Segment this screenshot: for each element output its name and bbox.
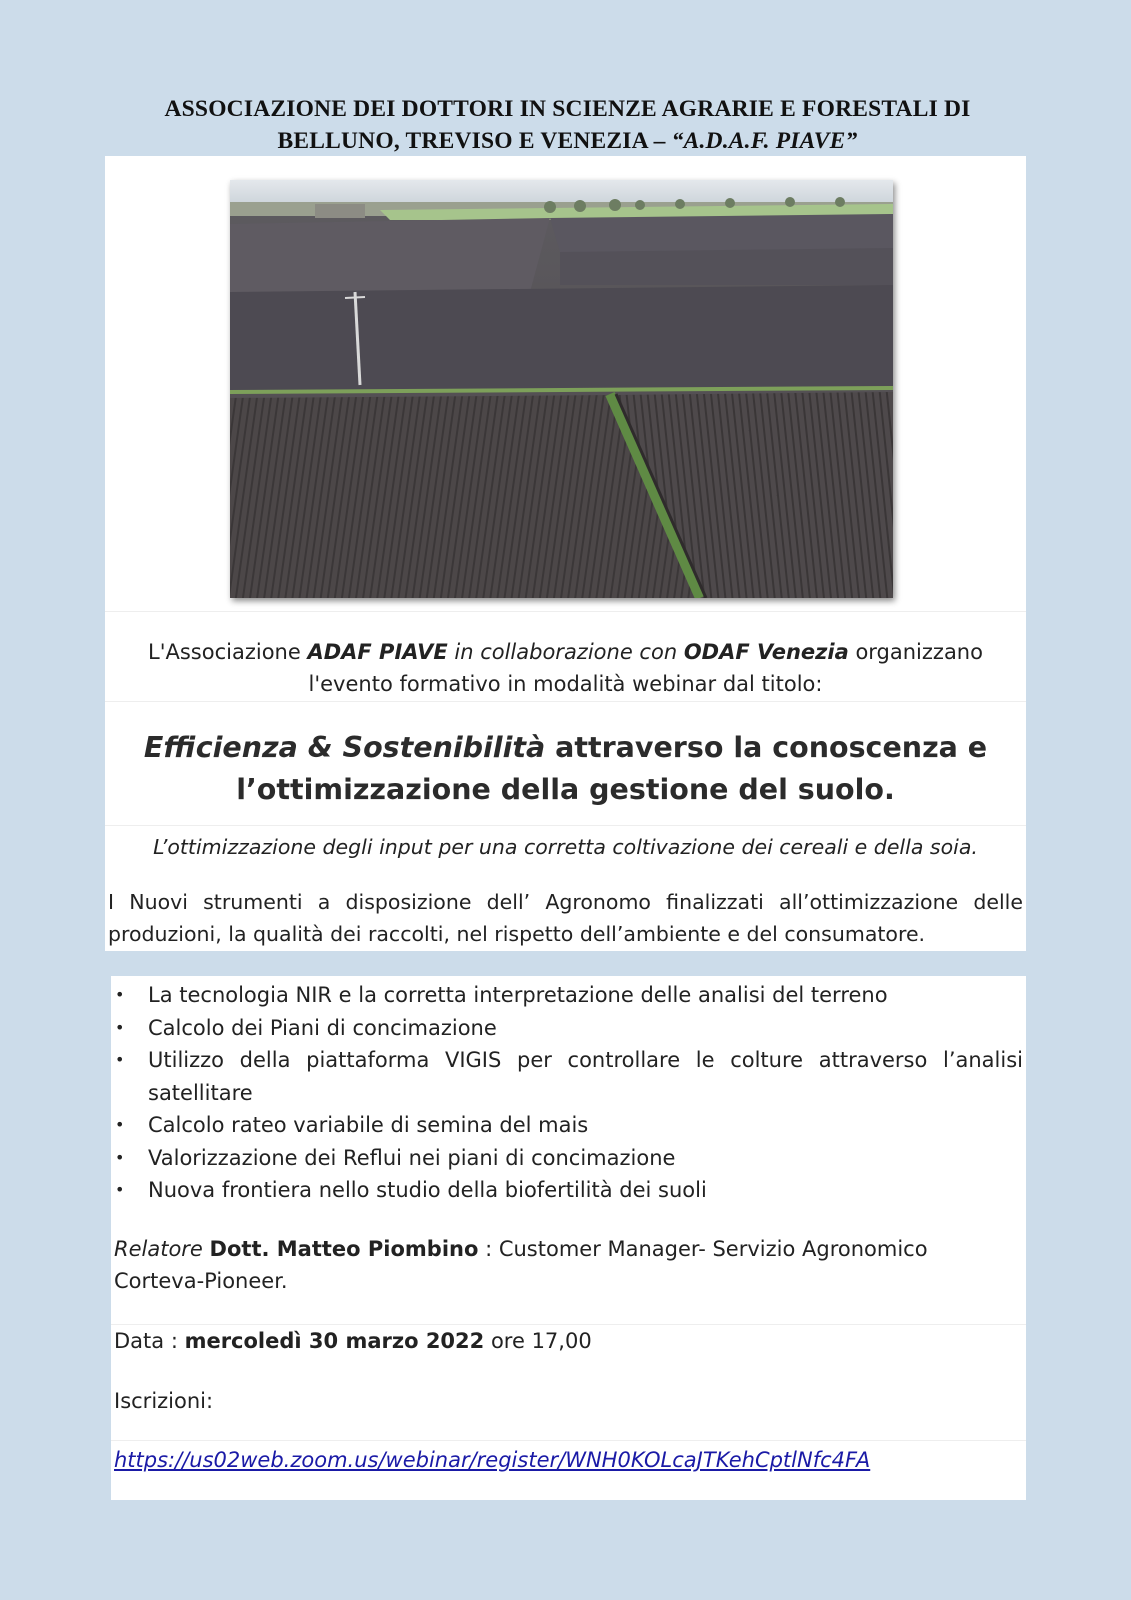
description-paragraph: I Nuovi strumenti a disposizione dell’ Agronomo finalizzati all’ottimizzazione delle produzioni, la qualità dei raccolti, nel rispetto dell’ambiente e del consumatore.: [108, 890, 1023, 946]
speaker-info: [114, 1233, 1024, 1297]
list-item: [113, 979, 1023, 1012]
date-time: ore 17,00: [484, 1329, 592, 1353]
event-date: [114, 1325, 1024, 1357]
registration-row: [114, 1444, 1024, 1476]
header-line-2: [100, 125, 1035, 157]
association-header: [100, 93, 1035, 157]
bullet: •: [115, 1180, 125, 1199]
odaf-venezia: ODAF Venezia: [683, 640, 849, 664]
title-rest: attraverso la conoscenza e: [545, 731, 988, 764]
date-day: mercoledì 30 marzo 2022: [184, 1329, 485, 1353]
date-label: Data :: [114, 1329, 185, 1353]
event-title: [105, 727, 1026, 811]
intro-text-2: organizzano: [848, 640, 983, 664]
bullet: •: [115, 1115, 125, 1134]
registration-label: Iscrizioni:: [114, 1389, 214, 1413]
title-italic: Efficienza & Sostenibilità: [143, 731, 546, 764]
title-line-1: [105, 727, 1026, 769]
speaker-role: : Customer Manager- Servizio Agronomico Corteva-Pioneer.: [114, 1237, 928, 1293]
title-line-2: l’ottimizzazione della gestione del suolo.: [236, 773, 895, 806]
farmland-photo-drawing: [230, 180, 893, 598]
list-item: [113, 1044, 1023, 1109]
topic-text: Utilizzo della piattaforma VIGIS per controllare le colture attraverso l’analisi satellitare: [148, 1048, 1023, 1105]
bullet: •: [115, 1017, 125, 1037]
header-line-2-text: BELLUNO, TREVISO E VENEZIA –: [277, 128, 672, 154]
divider: [105, 701, 1026, 702]
header-line-1: ASSOCIAZIONE DEI DOTTORI IN SCIENZE AGRARIE E FORESTALI DI: [164, 96, 971, 122]
speaker-label: Relatore: [114, 1237, 203, 1261]
intro-line-1: [105, 636, 1026, 668]
farmland-photo: [230, 180, 893, 598]
list-item: [113, 1142, 1023, 1175]
divider: [111, 1440, 1026, 1441]
adaf-piave: ADAF PIAVE: [307, 640, 448, 664]
speaker-name: Dott. Matteo Piombino: [209, 1237, 479, 1261]
topic-text: Calcolo dei Piani di concimazione: [148, 1015, 497, 1040]
list-item: [113, 1174, 1023, 1207]
registration-link[interactable]: https://us02web.zoom.us/webinar/register/WNH0KOLcaJTKehCptlNfc4FA: [114, 1448, 871, 1472]
list-item: [113, 1109, 1023, 1142]
list-item: [113, 1012, 1023, 1045]
topic-list: [113, 979, 1023, 1207]
event-subtitle: L’ottimizzazione degli input per una corretta coltivazione dei cereali e della soia.: [153, 835, 978, 859]
topic-text: Valorizzazione dei Reflui nei piani di concimazione: [148, 1145, 676, 1170]
divider: [105, 611, 1026, 612]
bullet: •: [115, 1147, 125, 1167]
header-acronym: “A.D.A.F. PIAVE”: [671, 128, 858, 154]
divider: [105, 825, 1026, 826]
topic-text: Nuova frontiera nello studio della biofertilità dei suoli: [148, 1178, 707, 1202]
intro-collab-text: in collaborazione con: [447, 640, 684, 664]
intro-text-1: L'Associazione: [148, 640, 308, 664]
bullet: •: [115, 1050, 125, 1069]
bullet: •: [115, 985, 125, 1004]
intro-line-2: l'evento formativo in modalità webinar dal titolo:: [308, 672, 823, 696]
topic-text: La tecnologia NIR e la corretta interpretazione delle analisi del terreno: [148, 983, 888, 1007]
event-intro: [105, 636, 1026, 700]
topic-text: Calcolo rateo variabile di semina del mais: [148, 1113, 589, 1137]
